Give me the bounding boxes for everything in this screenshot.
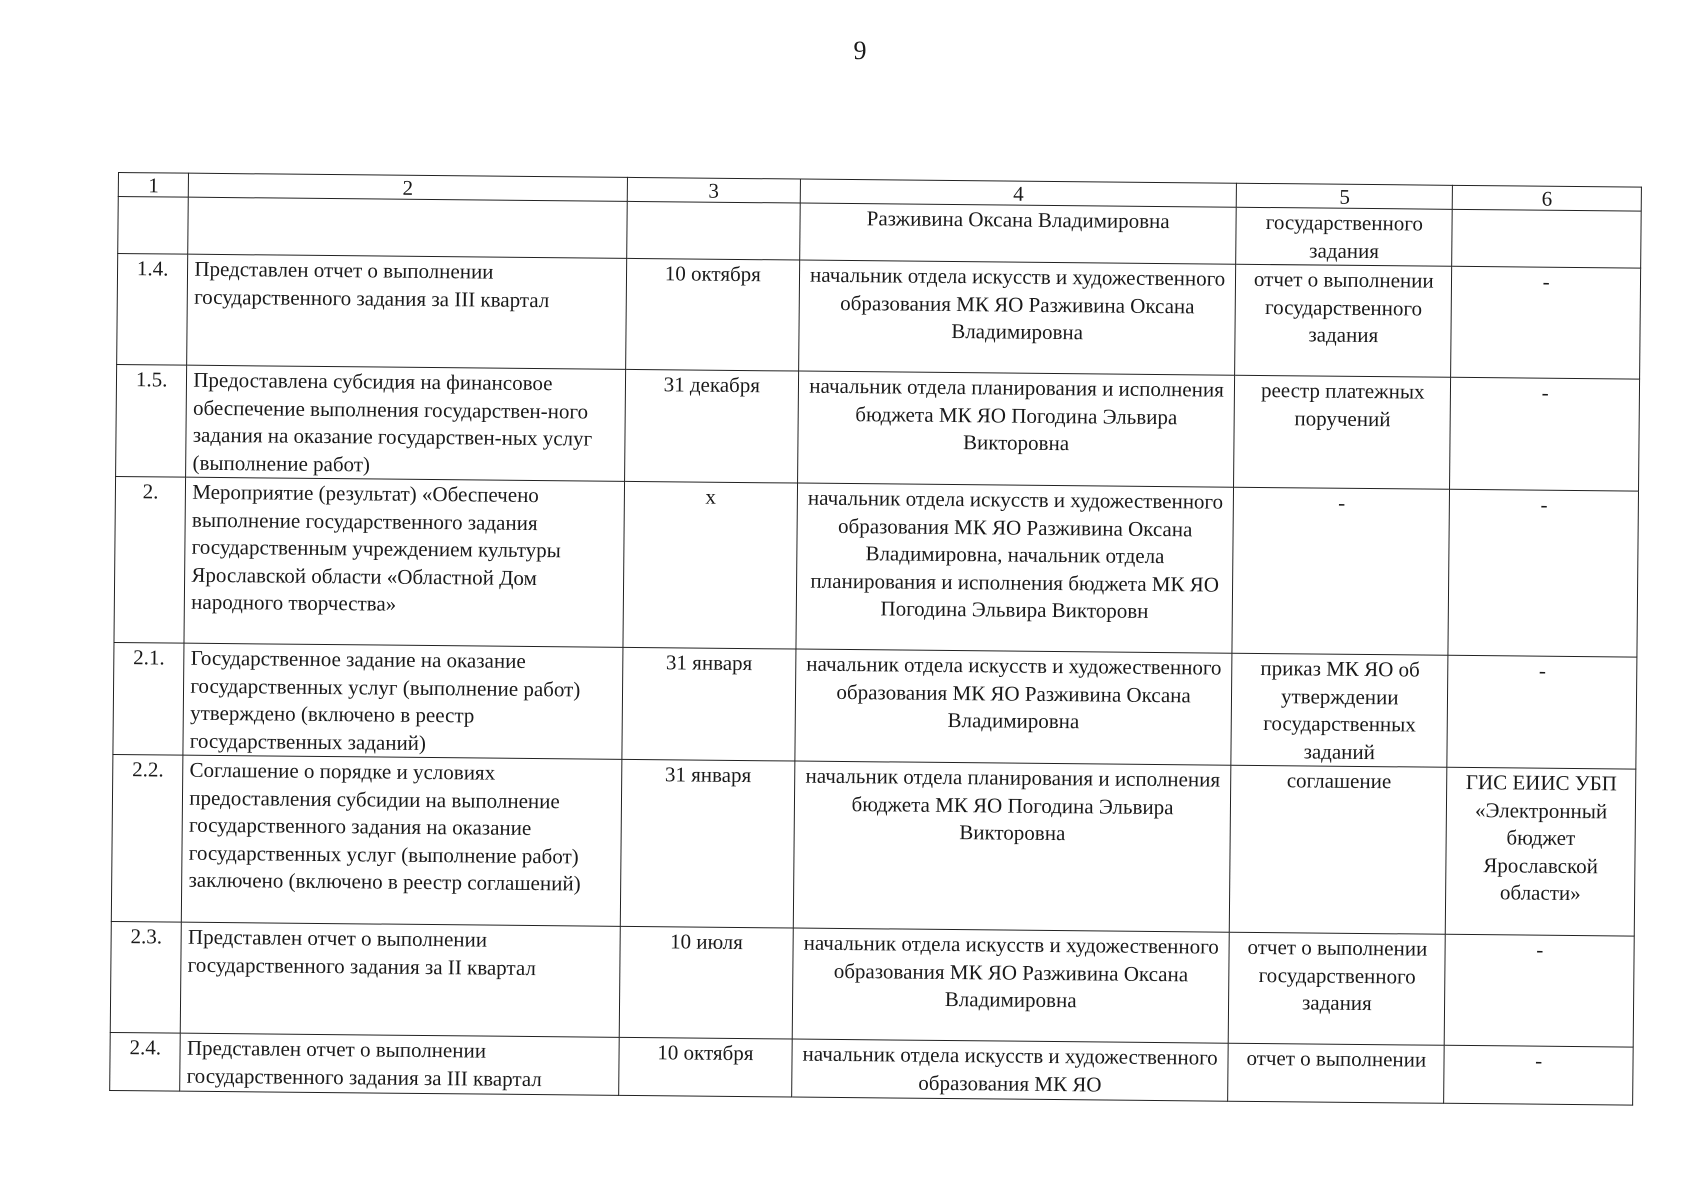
date-cell: 31 декабря <box>624 369 798 483</box>
event-cell: Предоставлена субсидия на финансовое обеспечение выполнения государствен-ного задания на оказание государствен-ных услуг (выполнение работ) <box>186 365 625 481</box>
column-header: 4 <box>800 179 1237 207</box>
row-number: 2.4. <box>110 1032 181 1091</box>
document-cell: реестр платежных поручений <box>1234 375 1451 489</box>
document-cell: отчет о выполнении государственного задания <box>1228 932 1445 1045</box>
table-row <box>110 921 1634 1047</box>
event-cell <box>188 197 627 258</box>
row-number: 2. <box>114 476 186 643</box>
column-header: 1 <box>118 173 189 198</box>
document-cell: отчет о выполнении <box>1228 1043 1445 1103</box>
row-number: 2.1. <box>113 642 184 755</box>
page-number: 9 <box>853 36 867 65</box>
responsible-cell: начальник отдела планирования и исполнения бюджета МК ЯО Погодина Эльвира Викторовна <box>793 761 1231 932</box>
document-cell: государственного задания <box>1236 207 1453 266</box>
event-cell: Мероприятие (результат) «Обеспечено выполнение государственного задания государственным учреждением культуры Ярославской области «Областной Дом народного творчества» <box>184 477 624 647</box>
system-cell: - <box>1445 934 1635 1047</box>
row-number: 2.2. <box>111 754 183 922</box>
system-cell: - <box>1447 655 1637 769</box>
table-row <box>114 476 1639 657</box>
date-cell: 10 октября <box>625 258 799 371</box>
column-header: 2 <box>189 173 628 201</box>
date-cell: 10 июля <box>619 926 793 1039</box>
column-header: 3 <box>627 177 801 203</box>
row-number: 1.5. <box>116 364 187 477</box>
column-header: 5 <box>1236 183 1452 209</box>
event-cell: Представлен отчет о выполнении государственного задания за III квартал <box>187 254 626 369</box>
system-cell: ГИС ЕИИС УБП «Электронный бюджет Ярославской области» <box>1446 767 1636 936</box>
system-cell: - <box>1451 266 1641 379</box>
date-cell: 31 января <box>620 759 795 928</box>
table-row <box>116 364 1640 491</box>
system-cell: - <box>1448 489 1638 657</box>
document-cell: приказ МК ЯО об утверждении государственных заданий <box>1231 653 1448 767</box>
column-header: 6 <box>1453 185 1642 211</box>
activities-table <box>109 172 1642 1106</box>
date-cell: 10 октября <box>618 1037 792 1097</box>
responsible-cell: начальник отдела искусств и художественного образования МК ЯО Разживина Оксана Владимировна, начальник отдела планирования и исполнения бюджета МК ЯО Погодина Эльвира Викторовн <box>796 483 1234 653</box>
table-row <box>117 254 1641 380</box>
event-cell: Государственное задание на оказание государственных услуг (выполнение работ) утверждено (включено в реестр государственных заданий) <box>183 643 622 759</box>
event-cell: Соглашение о порядке и условиях предоставления субсидии на выполнение государственного задания на оказание государственных услуг (выполнение работ) заключено (включено в реестр соглашений) <box>182 755 622 926</box>
row-number <box>118 197 189 255</box>
date-cell: х <box>623 481 798 649</box>
system-cell: - <box>1450 377 1640 491</box>
date-cell: 31 января <box>622 647 796 761</box>
document-cell: соглашение <box>1230 765 1448 934</box>
responsible-cell: начальник отдела искусств и художественного образования МК ЯО Разживина Оксана Владимировна <box>792 928 1229 1043</box>
responsible-cell: Разживина Оксана Владимировна <box>800 203 1237 264</box>
responsible-cell: начальник отдела искусств и художественного образования МК ЯО Разживина Оксана Владимировна <box>799 260 1236 375</box>
row-number: 2.3. <box>110 921 181 1033</box>
row-number: 1.4. <box>117 254 188 366</box>
table-row <box>111 754 1636 936</box>
system-cell: - <box>1444 1045 1633 1105</box>
table-row <box>113 642 1637 769</box>
responsible-cell: начальник отдела искусств и художественного образования МК ЯО Разживина Оксана Владимировна <box>795 649 1232 765</box>
date-cell <box>626 201 800 260</box>
event-cell: Представлен отчет о выполнении государственного задания за III квартал <box>180 1033 619 1095</box>
document-cell: отчет о выполнении государственного задания <box>1235 264 1452 377</box>
event-cell: Представлен отчет о выполнении государственного задания за II квартал <box>181 922 620 1037</box>
responsible-cell: начальник отдела искусств и художественного образования МК ЯО <box>792 1039 1229 1101</box>
responsible-cell: начальник отдела планирования и исполнения бюджета МК ЯО Погодина Эльвира Викторовна <box>798 371 1235 487</box>
document-cell: - <box>1232 487 1450 655</box>
system-cell <box>1452 209 1641 268</box>
